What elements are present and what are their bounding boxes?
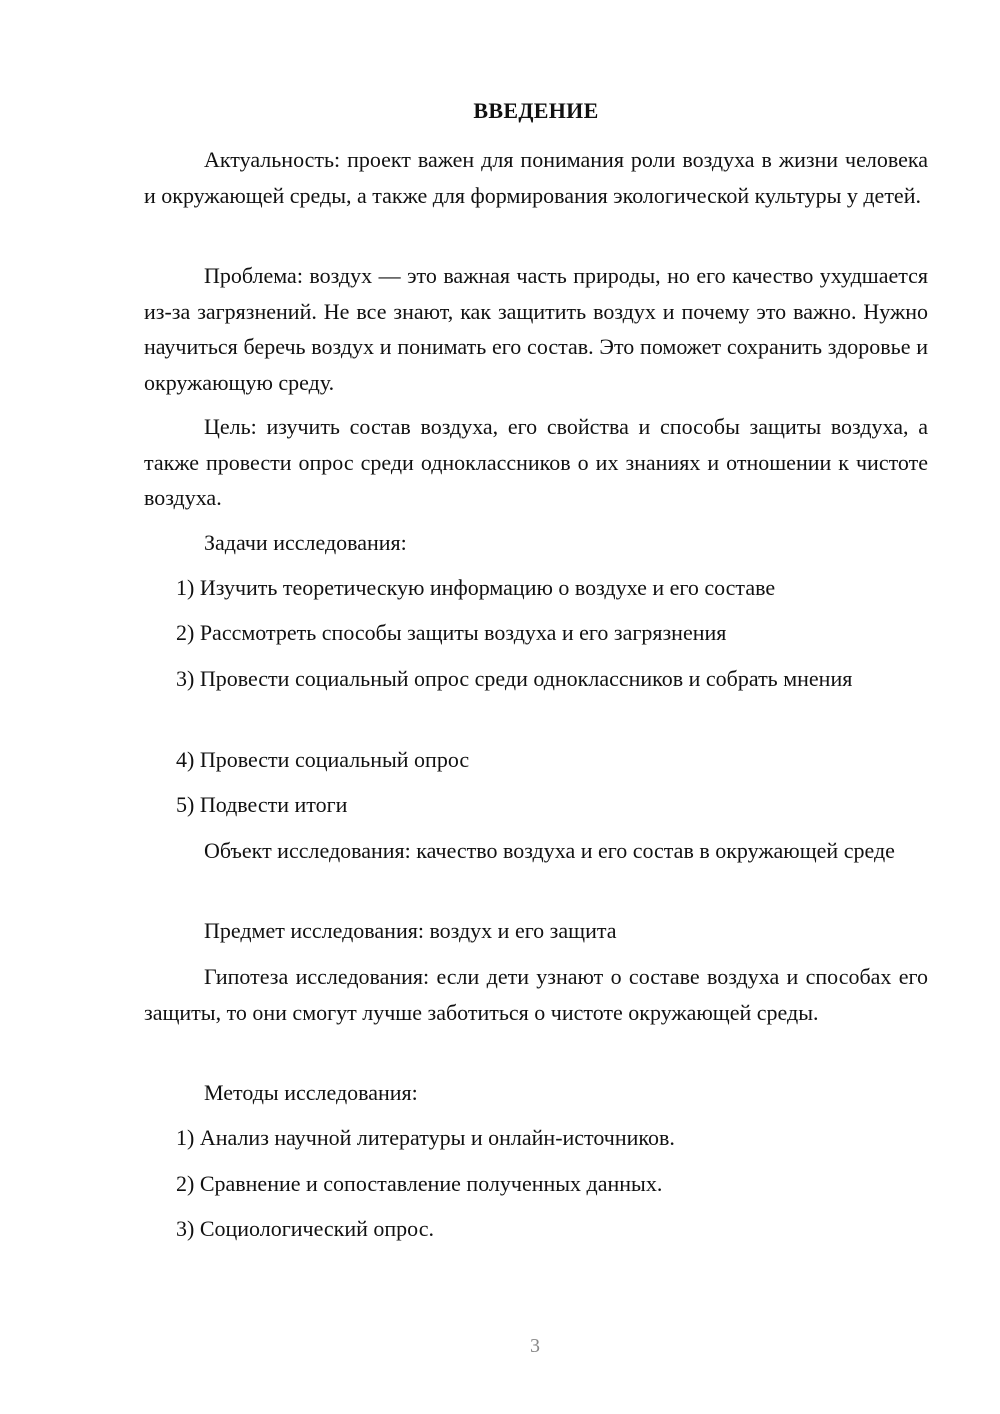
task-item-4: 4) Провести социальный опрос: [176, 747, 470, 772]
task-item-1: 1) Изучить теоретическую информацию о воздухе и его составе: [176, 575, 776, 600]
method-item-1: 1) Анализ научной литературы и онлайн-источников.: [176, 1125, 675, 1150]
task-item-5: 5) Подвести итоги: [176, 792, 348, 817]
hypothesis-paragraph: Гипотеза исследования: если дети узнают о составе воздуха и способах его защиты, то они смогут лучше заботиться о чистоте окружающей среды.: [144, 964, 928, 1025]
task-item-3: 3) Провести социальный опрос среди одноклассников и собрать мнения: [176, 666, 853, 691]
page-number: 3: [530, 1335, 540, 1357]
goal-paragraph: Цель: изучить состав воздуха, его свойства и способы защиты воздуха, а также провести опрос среди одноклассников о их знаниях и отношении к чистоте воздуха.: [144, 414, 928, 510]
object-paragraph: Объект исследования: качество воздуха и его состав в окружающей среде: [204, 838, 895, 863]
task-item-2: 2) Рассмотреть способы защиты воздуха и его загрязнения: [176, 620, 727, 645]
method-item-3: 3) Социологический опрос.: [176, 1216, 434, 1241]
problem-paragraph: Проблема: воздух — это важная часть природы, но его качество ухудшается из-за загрязнений. Не все знают, как защитить воздух и почему это важно. Нужно научиться беречь воздух и понимать его состав. Это поможет сохранить здоровье и окружающую среду.: [144, 263, 928, 395]
methods-heading: Методы исследования:: [204, 1080, 418, 1105]
relevance-paragraph: Актуальность: проект важен для понимания роли воздуха в жизни человека и окружающей среды, а также для формирования экологической культуры у детей.: [144, 147, 928, 208]
subject-paragraph: Предмет исследования: воздух и его защита: [204, 918, 617, 943]
section-heading: ВВЕДЕНИЕ: [473, 98, 599, 123]
tasks-heading: Задачи исследования:: [204, 530, 407, 555]
method-item-2: 2) Сравнение и сопоставление полученных данных.: [176, 1171, 663, 1196]
